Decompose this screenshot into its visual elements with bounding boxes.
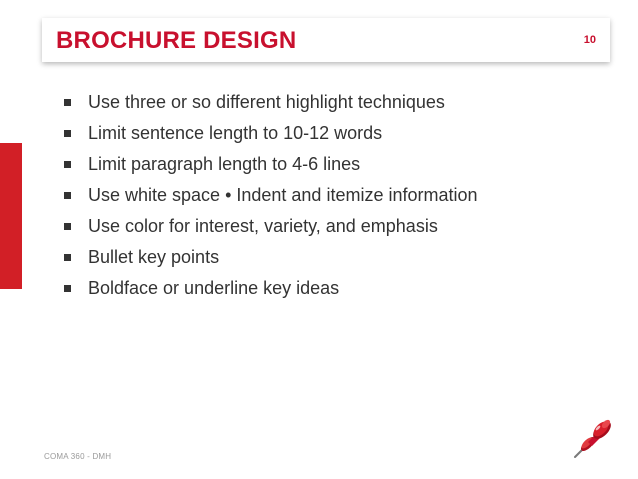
- slide-title: BROCHURE DESIGN: [56, 27, 297, 54]
- square-bullet-icon: [64, 192, 71, 199]
- bullet-item: [64, 211, 478, 242]
- bullet-item: [64, 242, 478, 273]
- bullet-text: Use color for interest, variety, and emphasis: [88, 216, 438, 236]
- bullet-item: [64, 87, 478, 118]
- square-bullet-icon: [64, 99, 71, 106]
- slide-footer: COMA 360 - DMH: [44, 452, 112, 461]
- bullet-item: [64, 149, 478, 180]
- bullet-text: Use white space • Indent and itemize information: [88, 185, 478, 205]
- pushpin-icon: [566, 413, 618, 465]
- title-bar: [42, 18, 610, 62]
- square-bullet-icon: [64, 254, 71, 261]
- bullet-list: [64, 87, 478, 304]
- red-accent-bar: [0, 143, 22, 289]
- square-bullet-icon: [64, 161, 71, 168]
- square-bullet-icon: [64, 223, 71, 230]
- square-bullet-icon: [64, 285, 71, 292]
- bullet-item: [64, 273, 478, 304]
- square-bullet-icon: [64, 130, 71, 137]
- bullet-text: Use three or so different highlight techniques: [88, 92, 445, 112]
- bullet-text: Limit paragraph length to 4-6 lines: [88, 154, 361, 174]
- page-number: 10: [583, 34, 596, 46]
- bullet-item: [64, 118, 478, 149]
- bullet-item: [64, 180, 478, 211]
- bullet-text: Limit sentence length to 10-12 words: [88, 123, 383, 143]
- bullet-text: Boldface or underline key ideas: [88, 278, 340, 298]
- bullet-text: Bullet key points: [88, 247, 220, 267]
